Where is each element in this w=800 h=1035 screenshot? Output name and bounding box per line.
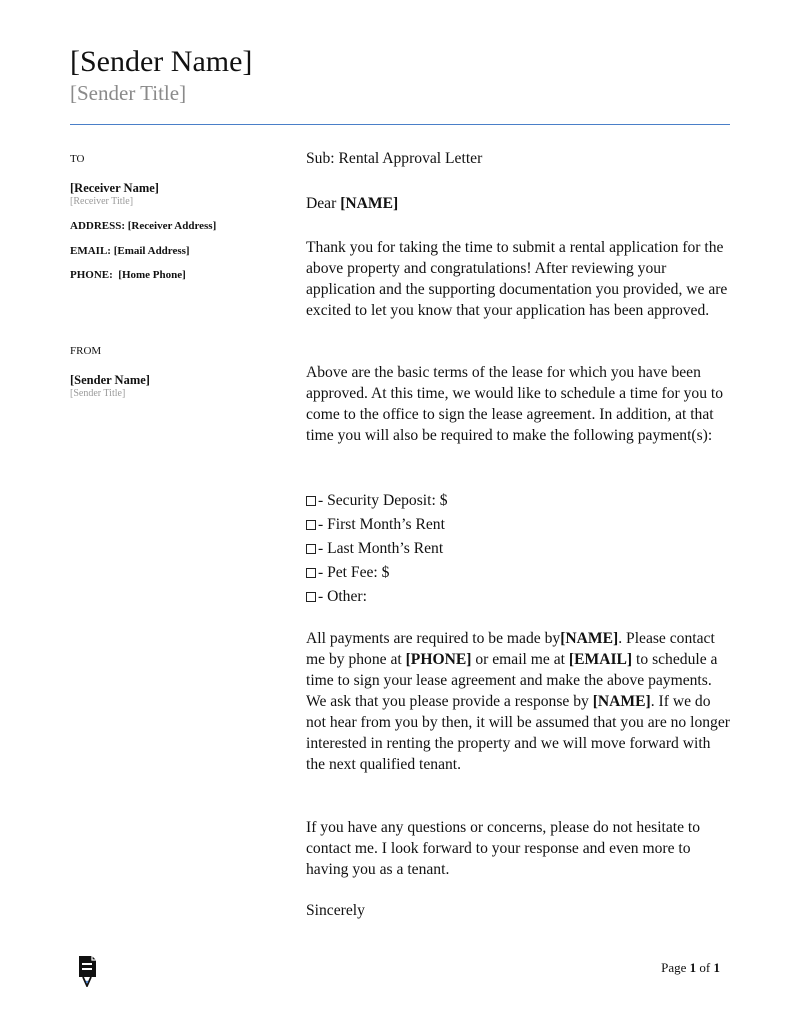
receiver-title: [Receiver Title] <box>70 196 134 207</box>
paragraph-3 <box>306 628 732 775</box>
page-of: of <box>696 960 714 975</box>
p3-part-a: All payments are required to be made by <box>306 630 561 647</box>
paragraph-4 <box>306 817 732 880</box>
paragraph-4-text: If you have any questions or concerns, please do not hesitate to contact me. I look forward to your response and even more to having you as a tenant. <box>306 819 701 878</box>
p3-deadline-name: [NAME] <box>560 630 619 647</box>
checkbox[interactable] <box>306 544 316 554</box>
address-value: [Receiver Address] <box>127 220 217 232</box>
paragraph-2 <box>306 362 732 446</box>
pen-logo-icon <box>76 955 98 987</box>
p3-response-name: [NAME] <box>592 693 651 710</box>
salutation-name: [NAME] <box>340 195 399 212</box>
page-prefix: Page <box>661 960 690 975</box>
closing: Sincerely <box>306 902 365 919</box>
phone-value: [Home Phone] <box>118 269 186 281</box>
paragraph-1 <box>306 237 732 321</box>
p3-phone: [PHONE] <box>405 651 472 668</box>
checkbox[interactable] <box>306 496 316 506</box>
paragraph-1-text: Thank you for taking the time to submit a rental application for the above property and congratulations! After reviewing your application and the supporting documentation you provided, we are excited to let you know that your application has been approved. <box>306 239 728 319</box>
checkbox[interactable] <box>306 592 316 602</box>
sender-title-heading: [Sender Title] <box>70 81 187 105</box>
checklist-item-label: - Pet Fee: $ <box>318 564 390 581</box>
checklist-item-label: - First Month’s Rent <box>318 516 445 533</box>
address-label: ADDRESS: <box>70 220 126 232</box>
checklist-item-label: - Last Month’s Rent <box>318 540 444 557</box>
address-line <box>70 220 216 232</box>
phone-label: PHONE: <box>70 269 113 281</box>
page-number <box>661 960 720 976</box>
checklist-item-label: - Other: <box>318 588 367 605</box>
sender-name-heading: [Sender Name] <box>70 45 253 78</box>
checklist-item-label: - Security Deposit: $ <box>318 492 448 509</box>
phone-line <box>70 269 186 281</box>
subject-line: Sub: Rental Approval Letter <box>306 150 483 167</box>
p3-email: [EMAIL] <box>568 651 633 668</box>
salutation-prefix: Dear <box>306 195 341 212</box>
paragraph-2-text: Above are the basic terms of the lease for which you have been approved. At this time, we would like to schedule a time for you to come to the office to sign the lease agreement. In addition, at that time you will also be required to make the following payment(s): <box>306 364 724 444</box>
to-label: TO <box>70 153 85 165</box>
header-divider <box>70 124 730 125</box>
receiver-name: [Receiver Name] <box>70 181 159 195</box>
p3-part-b: . Please contact me by phone at <box>306 630 715 668</box>
checklist-item[interactable] <box>306 537 448 561</box>
email-line <box>70 245 190 257</box>
p3-part-d: to schedule a time to sign your lease agreement and make the above payments. We ask that you please provide a response by <box>306 651 718 710</box>
checklist-item[interactable] <box>306 561 448 585</box>
p3-part-e: . If we do not hear from you by then, it will be assumed that you are no longer interested in renting the property and we will move forward with the next qualified tenant. <box>306 693 730 773</box>
salutation <box>306 193 732 214</box>
p3-part-c: or email me at <box>471 651 569 668</box>
checklist-item[interactable] <box>306 489 448 513</box>
page-current: 1 <box>689 960 697 975</box>
email-value: [Email Address] <box>113 245 190 257</box>
checklist-item[interactable] <box>306 585 448 609</box>
payment-checklist <box>306 489 448 609</box>
from-title: [Sender Title] <box>70 388 126 399</box>
checkbox[interactable] <box>306 568 316 578</box>
page-total: 1 <box>713 960 720 975</box>
checklist-item[interactable] <box>306 513 448 537</box>
paragraph-3-text <box>306 628 732 775</box>
from-name: [Sender Name] <box>70 373 150 387</box>
checkbox[interactable] <box>306 520 316 530</box>
from-label: FROM <box>70 345 102 357</box>
email-label: EMAIL: <box>70 245 111 257</box>
